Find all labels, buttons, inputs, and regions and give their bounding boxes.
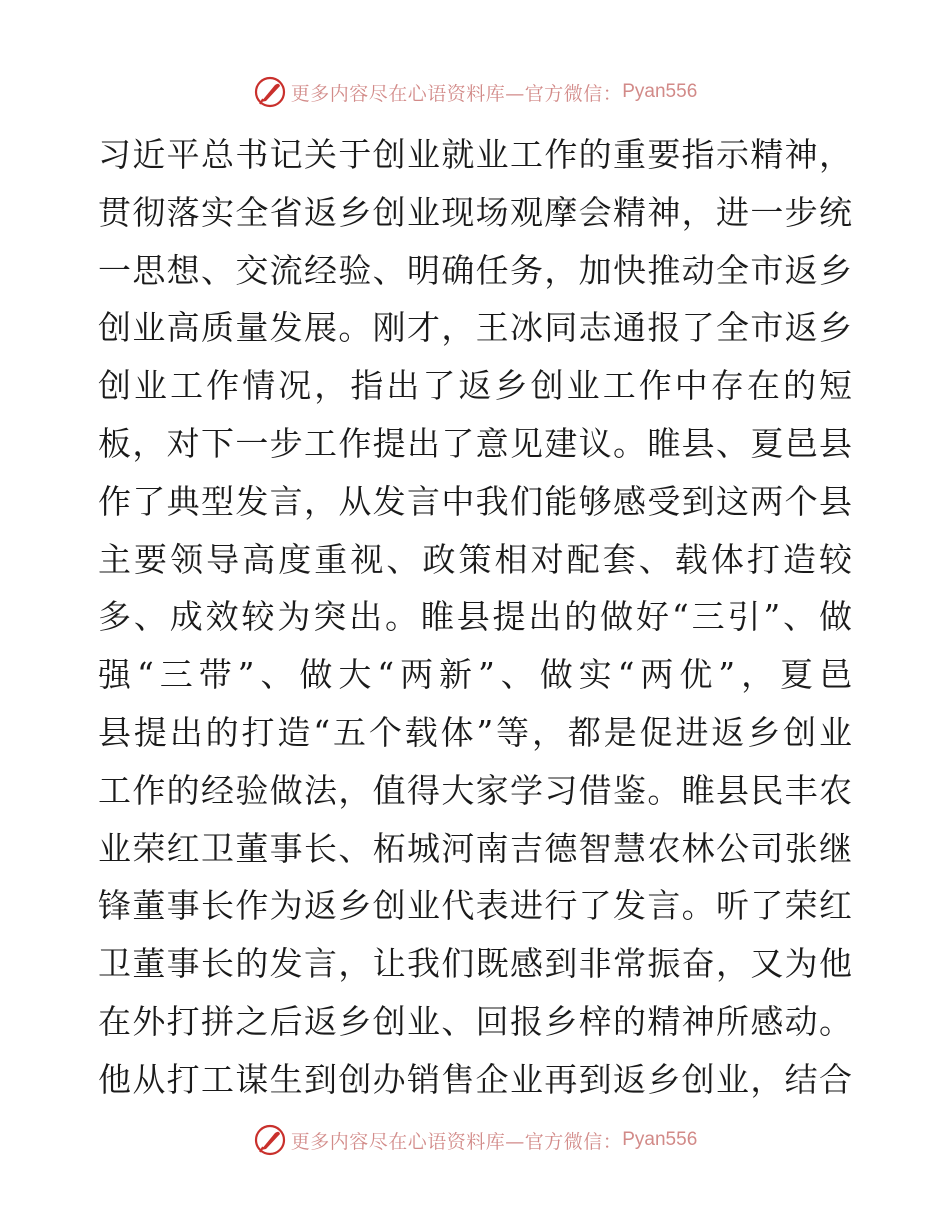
- header-watermark: [0, 72, 950, 112]
- body-line: 业荣红卫董事长、柘城河南吉德智慧农林公司张继: [98, 828, 852, 868]
- body-line: 作了典型发言，从发言中我们能够感受到这两个县: [98, 481, 852, 521]
- body-line: 习近平总书记关于创业就业工作的重要指示精神，: [98, 135, 852, 174]
- quill-logo-icon: [253, 1123, 287, 1157]
- body-line: 在外打拼之后返乡创业、回报乡梓的精神所感动。: [98, 1001, 852, 1041]
- header-watermark-text: 更多内容尽在心语资料库—官方微信：: [290, 82, 623, 105]
- body-line: 多、成效较为突出。睢县提出的做好“三引”、做: [98, 597, 852, 637]
- body-line: 主要领导高度重视、政策相对配套、载体打造较: [98, 539, 852, 579]
- body-line: 一思想、交流经验、明确任务，加快推动全市返乡: [98, 250, 852, 290]
- footer-watermark: [0, 1120, 950, 1160]
- body-line: 工作的经验做法，值得大家学习借鉴。睢县民丰农: [98, 770, 852, 810]
- body-line: 卫董事长的发言，让我们既感到非常振奋，又为他: [98, 944, 852, 984]
- header-watermark-id: Pyan556: [622, 81, 698, 102]
- body-line: 锋董事长作为返乡创业代表进行了发言。听了荣红: [98, 886, 852, 926]
- quill-logo-icon: [253, 75, 287, 109]
- body-line: 创业工作情况，指出了返乡创业工作中存在的短: [98, 366, 852, 406]
- footer-watermark-text: 更多内容尽在心语资料库—官方微信：: [290, 1130, 623, 1153]
- body-line: 贯彻落实全省返乡创业现场观摩会精神，进一步统: [98, 192, 852, 232]
- document-body: [98, 126, 852, 1109]
- body-line: 他从打工谋生到创办销售企业再到返乡创业，结合: [98, 1059, 852, 1099]
- footer-watermark-id: Pyan556: [622, 1129, 698, 1150]
- body-line: 县提出的打造“五个载体”等，都是促进返乡创业: [98, 712, 852, 752]
- body-line: 强“三带”、做大“两新”、做实“两优”，夏邑: [98, 655, 852, 695]
- body-line: 板，对下一步工作提出了意见建议。睢县、夏邑县: [98, 423, 852, 463]
- body-line: 创业高质量发展。刚才，王冰同志通报了全市返乡: [98, 308, 852, 348]
